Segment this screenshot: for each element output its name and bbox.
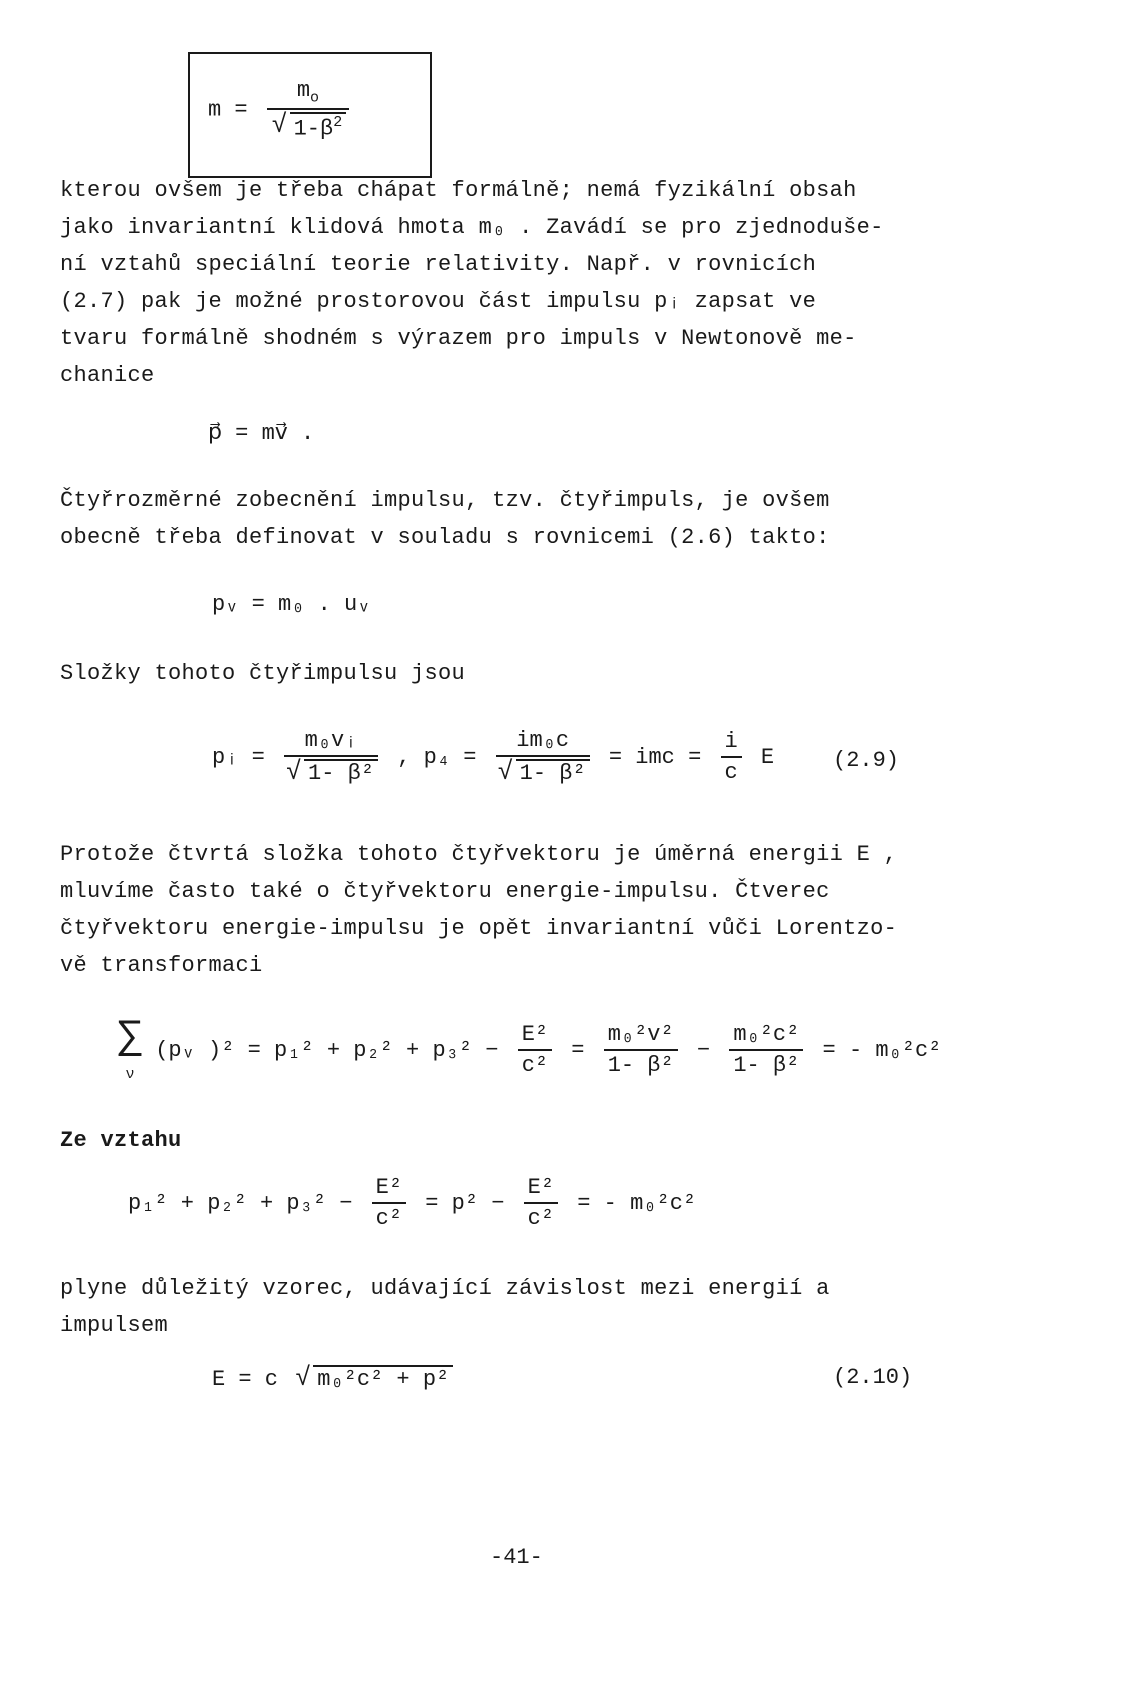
- page-number: -41-: [490, 1545, 543, 1570]
- equation-number-2-10: (2.10): [833, 1365, 913, 1390]
- rel-fraction-2: $\frac{\text{E²}}{\text{c²}}$: [524, 1175, 558, 1231]
- comp-fraction-1: [284, 728, 378, 786]
- sum-fraction-1: $\frac{\text{E²}}{\text{c²}}$: [518, 1022, 552, 1078]
- energy-sqrt: √ m₀²c² + p²: [313, 1365, 453, 1392]
- mass-lhs: m =: [208, 97, 248, 123]
- equation-number-2-9: (2.9): [833, 748, 900, 773]
- mass-denominator: √ $1-\beta^2$: [267, 110, 349, 141]
- rel-rhs: = - m₀²c²: [577, 1190, 697, 1216]
- paragraph-3: Složky tohoto čtyřimpulsu jsou: [60, 661, 466, 686]
- paragraph-6: plyne důležitý vzorec, udávající závislost mezi energií a impulsem: [60, 1276, 830, 1338]
- paragraph-2: Čtyřrozměrné zobecnění impulsu, tzv. čtyřimpuls, je ovšem obecně třeba definovat v souladu s rovnicemi (2.6) takto:: [60, 488, 830, 550]
- comp-fraction-1-den: √ 1- β²: [284, 757, 378, 786]
- comp-fraction-2: [496, 728, 590, 786]
- equation-components: [212, 728, 774, 786]
- equation-four-momentum: pᵥ = m₀ . uᵥ: [212, 592, 371, 617]
- sum-rhs: = - m₀²c²: [822, 1037, 942, 1063]
- comp-fraction-1-num: m₀vᵢ: [284, 728, 378, 757]
- rel-mid: = p² −: [425, 1190, 505, 1216]
- sum-fraction-2: $\frac{\text{m₀²v²}}{\text{1- β²}}$: [604, 1022, 678, 1078]
- equation-relation: [128, 1175, 696, 1231]
- equation-relativistic-mass: [208, 78, 355, 142]
- comp-imc: = imc =: [608, 744, 702, 770]
- equation-newton-momentum: p⃗ = mv⃗ .: [208, 421, 315, 446]
- energy-lhs: E = c: [212, 1367, 279, 1392]
- mass-fraction: [267, 78, 349, 142]
- rel-fraction-1: $\frac{\text{E²}}{\text{c²}}$: [372, 1175, 406, 1231]
- sum-lhs: (pᵥ )² = p₁² + p₂² + p₃² −: [155, 1037, 499, 1063]
- sum-symbol: ∑ ν: [118, 1015, 143, 1083]
- comp-pi: pᵢ =: [212, 744, 265, 770]
- comp-fraction-2-den: √ 1- β²: [496, 757, 590, 786]
- comp-fraction-2-num: im₀c: [496, 728, 590, 757]
- equation-invariant-sum: ∑ ν (pᵥ )² = p₁² + p₂² + p₃² − $\frac{\text{E²}}{\text{c²}}$ = $\frac{\text{m₀²v²}}{\text{1- β²}}$ − $\frac{\text{m₀²c²}}{\text{1- β²}}$ = - m₀²c²: [118, 1015, 942, 1083]
- comp-E: E: [760, 744, 775, 770]
- comp-p4: , p₄ =: [397, 744, 477, 770]
- paragraph-4: Protože čtvrtá složka tohoto čtyřvektoru je úměrná energii E , mluvíme často také o čtyřvektoru energie-impulsu. Čtverec čtyřvektoru energie-impulsu je opět invariantní vůči Lorentzo- vě transformaci: [60, 842, 898, 978]
- sum-fraction-3: $\frac{\text{m₀²c²}}{\text{1- β²}}$: [729, 1022, 803, 1078]
- paragraph-5: Ze vztahu: [60, 1128, 182, 1153]
- paragraph-1: kterou ovšem je třeba chápat formálně; nemá fyzikální obsah jako invariantní klidová hmota m₀ . Zavádí se pro zjednoduše- ní vztahů speciální teorie relativity. Např. v rovnicích (2.7) pak je možné prostorovou část impulsu pᵢ zapsat ve tvaru formálně shodném s výrazem pro impuls v Newtonově me- chanice: [60, 178, 884, 388]
- rel-lhs: p₁² + p₂² + p₃² −: [128, 1190, 353, 1216]
- comp-i-over-c: $\frac{i}{c}$: [721, 729, 742, 785]
- mass-numerator: $m_o$: [267, 78, 349, 110]
- equation-energy: [212, 1365, 453, 1392]
